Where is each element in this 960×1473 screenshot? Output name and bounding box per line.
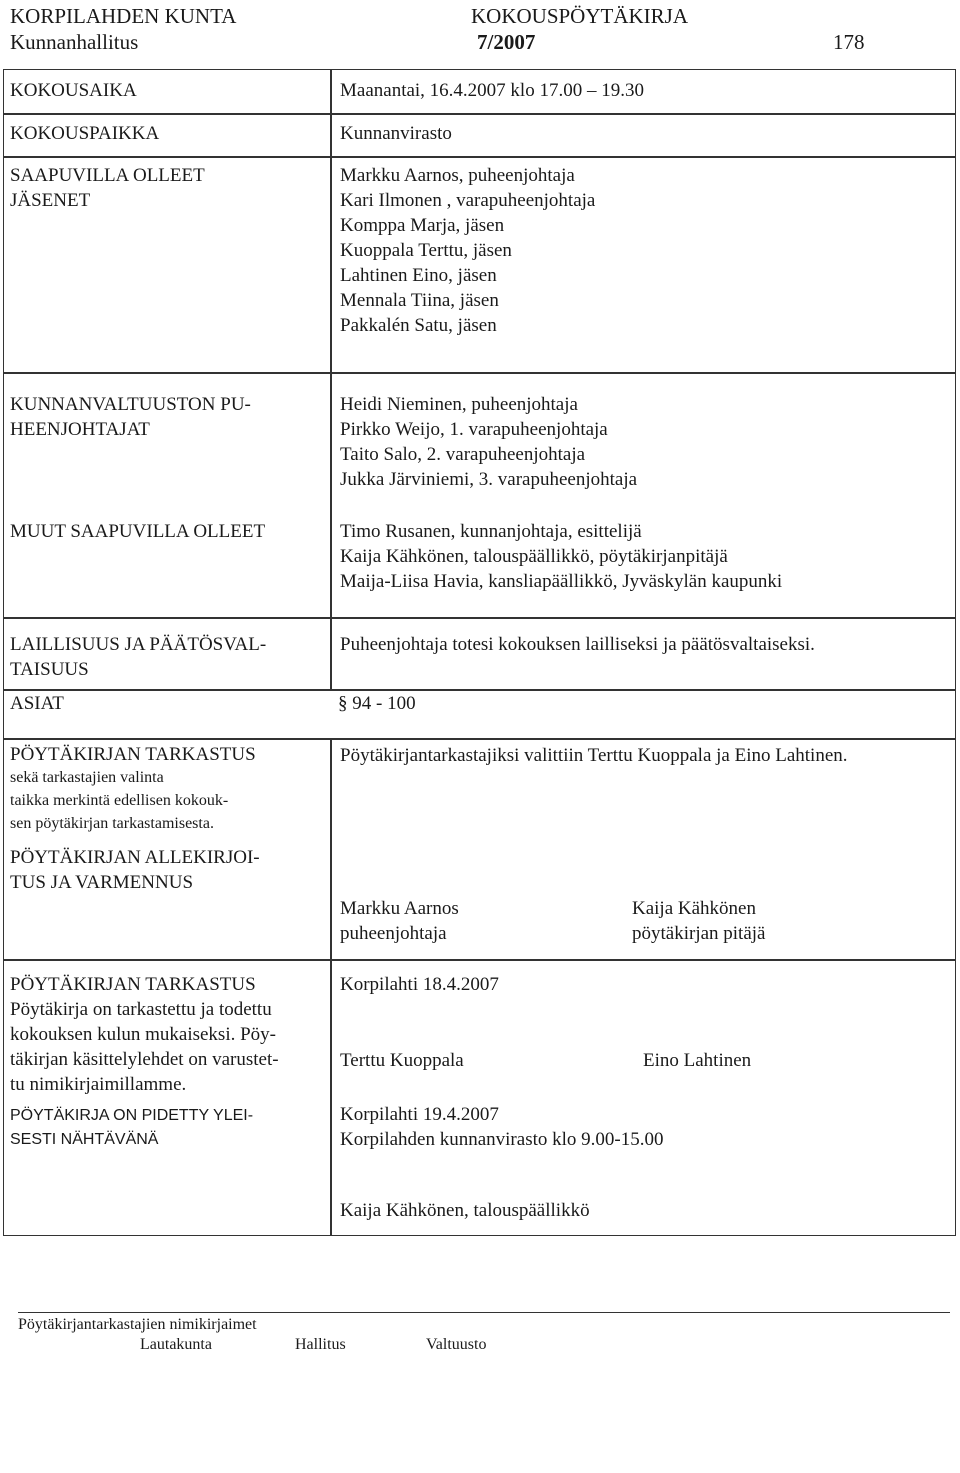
row-divider: [3, 372, 956, 374]
list-item: Heidi Nieminen, puheenjohtaja: [340, 394, 578, 415]
legality-label: [10, 632, 266, 682]
public-display-date: Korpilahti 19.4.2007: [340, 1104, 499, 1125]
meeting-number: 7/2007: [477, 30, 536, 54]
row-divider: [3, 689, 956, 691]
list-item: Markku Aarnos, puheenjohtaja: [340, 165, 575, 186]
review-label-line: sekä tarkastajien valinta: [10, 769, 164, 786]
checked-label-line: PÖYTÄKIRJAN TARKASTUS: [10, 974, 256, 995]
list-item: Lahtinen Eino, jäsen: [340, 265, 497, 286]
council-chairs-label: [10, 392, 251, 442]
public-display-label: [10, 1104, 253, 1152]
list-item: Pakkalén Satu, jäsen: [340, 315, 497, 336]
row-divider: [3, 617, 956, 619]
checked-label: [10, 972, 279, 1097]
checked-label-line: Pöytäkirja on tarkastettu ja todettu: [10, 999, 272, 1020]
list-item: Jukka Järviniemi, 3. varapuheenjohtaja: [340, 469, 638, 490]
meeting-place-label: KOKOUSPAIKKA: [10, 123, 160, 144]
list-item: Timo Rusanen, kunnanjohtaja, esittelijä: [340, 521, 642, 542]
meeting-place-value: Kunnanvirasto: [340, 123, 452, 144]
members-list: [340, 163, 595, 338]
org-name: KORPILAHDEN KUNTA: [10, 4, 237, 28]
public-display-label-line: SESTI NÄHTÄVÄNÄ: [10, 1131, 159, 1148]
review-label-line: taikka merkintä edellisen kokouk-: [10, 792, 229, 809]
body-name: Kunnanhallitus: [10, 30, 139, 54]
list-item: Kaija Kähkönen, talouspäällikkö, pöytäkirjanpitäjä: [340, 546, 728, 567]
council-chairs-label-line: KUNNANVALTUUSTON PU-: [10, 394, 251, 415]
review-label: [10, 743, 256, 835]
signature-secretary: [632, 896, 765, 946]
review-value: Pöytäkirjantarkastajiksi valittiin Terttu Kuoppala ja Eino Lahtinen.: [340, 745, 848, 766]
items-label: ASIAT: [10, 693, 64, 714]
legality-value: Puheenjohtaja totesi kokouksen lailliseksi ja päätösvaltaiseksi.: [340, 634, 815, 655]
public-display-info: [340, 1102, 663, 1152]
legality-label-line: LAILLISUUS JA PÄÄTÖSVAL-: [10, 634, 267, 655]
signing-label: [10, 845, 260, 895]
checker-2-name: Eino Lahtinen: [643, 1050, 752, 1071]
footer-title: Pöytäkirjantarkastajien nimikirjaimet: [18, 1316, 257, 1333]
members-label-line: JÄSENET: [10, 190, 91, 211]
public-display-label-line: PÖYTÄKIRJA ON PIDETTY YLEI-: [10, 1107, 254, 1124]
footer-col-committee: Lautakunta: [140, 1336, 212, 1353]
checked-label-line: tu nimikirjaimillamme.: [10, 1074, 187, 1095]
column-divider-bottom: [330, 738, 332, 1236]
review-label-line: sen pöytäkirjan tarkastamisesta.: [10, 815, 214, 832]
row-divider: [3, 959, 956, 961]
items-value: § 94 - 100: [338, 693, 416, 714]
list-item: Komppa Marja, jäsen: [340, 215, 505, 236]
meeting-time-label: KOKOUSAIKA: [10, 80, 137, 101]
checked-label-line: täkirjan käsittelylehdet on varustet-: [10, 1049, 279, 1070]
row-divider: [3, 156, 956, 158]
list-item: Pirkko Weijo, 1. varapuheenjohtaja: [340, 419, 608, 440]
review-label-line: PÖYTÄKIRJAN TARKASTUS: [10, 744, 256, 765]
checked-place-date: Korpilahti 18.4.2007: [340, 974, 499, 995]
footer-col-council: Valtuusto: [426, 1336, 487, 1353]
list-item: Kuoppala Terttu, jäsen: [340, 240, 512, 261]
meeting-time-value: Maanantai, 16.4.2007 klo 17.00 – 19.30: [340, 80, 644, 101]
row-divider: [3, 738, 956, 740]
signature-role: pöytäkirjan pitäjä: [632, 923, 766, 944]
signature-name: Markku Aarnos: [340, 898, 459, 919]
public-display-signer: Kaija Kähkönen, talouspäällikkö: [340, 1200, 590, 1221]
footer-col-board: Hallitus: [295, 1336, 346, 1353]
council-chairs-list: [340, 392, 637, 492]
signature-name: Kaija Kähkönen: [632, 898, 756, 919]
row-divider: [3, 113, 956, 115]
footer-rule: [18, 1312, 950, 1313]
signature-role: puheenjohtaja: [340, 923, 447, 944]
checked-label-line: kokouksen kulun mukaiseksi. Pöy-: [10, 1024, 276, 1045]
list-item: Kari Ilmonen , varapuheenjohtaja: [340, 190, 596, 211]
others-present-list: [340, 519, 782, 594]
doc-type: KOKOUSPÖYTÄKIRJA: [471, 4, 689, 28]
column-divider-top: [330, 69, 332, 689]
legality-label-line: TAISUUS: [10, 659, 89, 680]
council-chairs-label-line: HEENJOHTAJAT: [10, 419, 150, 440]
members-label: [10, 163, 205, 213]
signing-label-line: TUS JA VARMENNUS: [10, 872, 194, 893]
signature-chair: [340, 896, 459, 946]
members-label-line: SAAPUVILLA OLLEET: [10, 165, 205, 186]
list-item: Mennala Tiina, jäsen: [340, 290, 499, 311]
page-number: 178: [833, 30, 865, 54]
list-item: Maija-Liisa Havia, kansliapäällikkö, Jyväskylän kaupunki: [340, 571, 783, 592]
list-item: Taito Salo, 2. varapuheenjohtaja: [340, 444, 586, 465]
others-present-label: MUUT SAAPUVILLA OLLEET: [10, 521, 266, 542]
public-display-location: Korpilahden kunnanvirasto klo 9.00-15.00: [340, 1129, 664, 1150]
checker-1-name: Terttu Kuoppala: [340, 1050, 464, 1071]
signing-label-line: PÖYTÄKIRJAN ALLEKIRJOI-: [10, 847, 260, 868]
